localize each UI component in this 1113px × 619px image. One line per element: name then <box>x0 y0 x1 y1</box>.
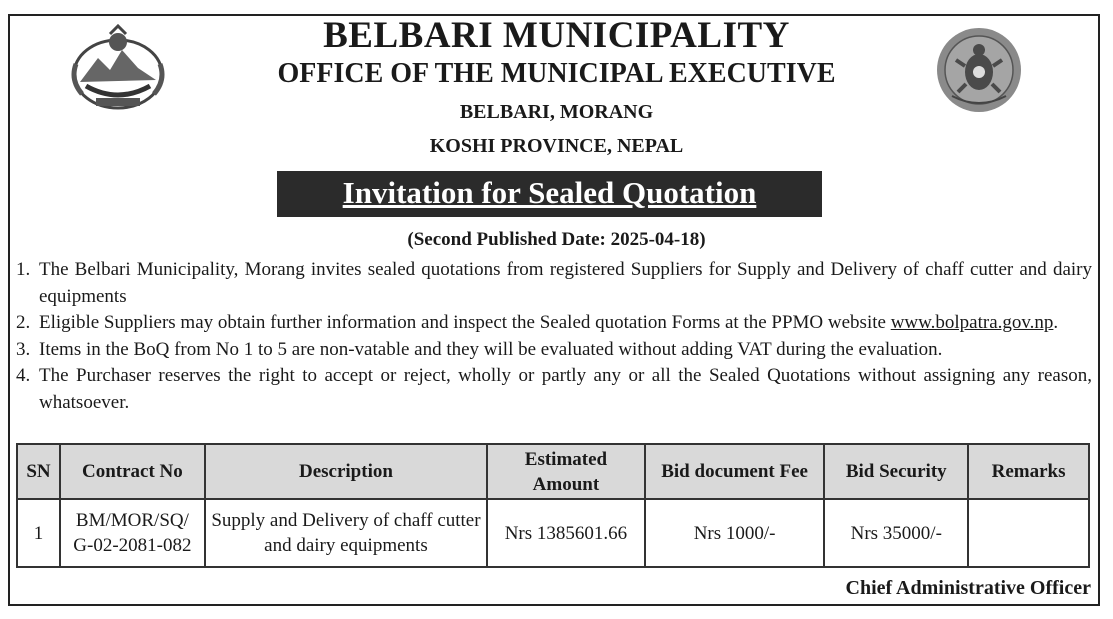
table-header-row <box>17 444 1089 499</box>
column-header: Bid Security <box>824 444 968 499</box>
table-cell: Nrs 1000/- <box>645 499 825 567</box>
signatory: Chief Administrative Officer <box>845 577 1091 599</box>
column-header: Bid document Fee <box>645 444 825 499</box>
province-line: KOSHI PROVINCE, NEPAL <box>429 135 684 157</box>
quotation-table <box>16 443 1090 568</box>
list-item: 1. The Belbari Municipality, Morang invites sealed quotations from registered Suppliers for Supply and Delivery of chaff cutter and dairy equipments <box>16 259 1092 307</box>
table-cell: Supply and Delivery of chaff cutter and dairy equipments <box>205 499 487 567</box>
office-title: OFFICE OF THE MUNICIPAL EXECUTIVE <box>277 58 836 89</box>
column-header: Estimated Amount <box>487 444 645 499</box>
table-cell: Nrs 1385601.66 <box>487 499 645 567</box>
table-cell: Nrs 35000/- <box>824 499 968 567</box>
table-cell: 1 <box>17 499 60 567</box>
municipality-title: BELBARI MUNICIPALITY <box>323 15 790 56</box>
published-date: (Second Published Date: 2025-04-18) <box>407 229 706 250</box>
notice-points <box>16 257 1092 416</box>
notice-heading: Invitation for Sealed Quotation <box>277 171 822 217</box>
column-header: Remarks <box>968 444 1089 499</box>
column-header: SN <box>17 444 60 499</box>
table-cell: BM/MOR/SQ/ G-02-2081-082 <box>60 499 205 567</box>
list-item: 3. Items in the BoQ from No 1 to 5 are non-vatable and they will be evaluated without adding VAT during the evaluation. <box>16 338 943 360</box>
list-item: 2. Eligible Suppliers may obtain further information and inspect the Sealed quotation Forms at the PPMO website www.bolpatra.gov.np. <box>16 312 1059 333</box>
table-cell <box>968 499 1089 567</box>
ppmo-website-link[interactable]: www.bolpatra.gov.np <box>890 312 1054 333</box>
column-header: Description <box>205 444 487 499</box>
list-item: 4. The Purchaser reserves the right to accept or reject, wholly or partly any or all the Sealed Quotations without assigning any reason, whatsoever. <box>16 365 1092 413</box>
column-header: Contract No <box>60 444 205 499</box>
table-row <box>17 499 1089 567</box>
location-line: BELBARI, MORANG <box>459 101 654 123</box>
